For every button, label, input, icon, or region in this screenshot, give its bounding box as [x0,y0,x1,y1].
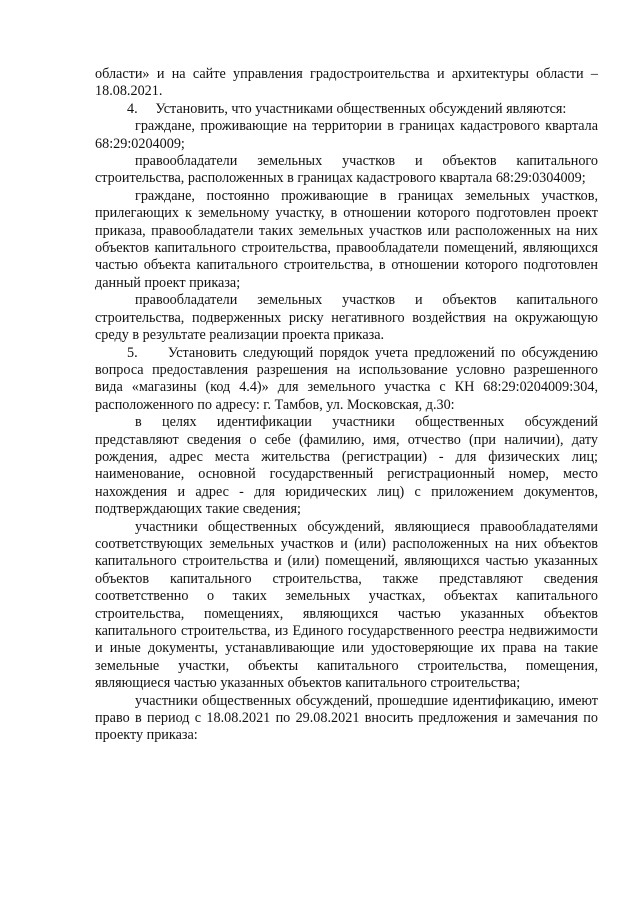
paragraph-item-4: 4. Установить, что участниками общественных обсуждений являются: [127,100,567,117]
paragraph-identification: в целях идентификации участники общественных обсуждений представляют сведения о себе (фамилию, имя, отчество (при наличии), дату рождения, адрес места жительства (регистрации) - для физических лиц; наименование, основной государственный регистрационный номер, место нахождения и адрес - для юридических лиц) с приложением документов, подтверждающих такие сведения; [95,414,598,518]
paragraph-continuation: области» и на сайте управления градостроительства и архитектуры области – 18.08.2021. [95,66,598,100]
paragraph-risk-rightholders: правообладатели земельных участков и объектов капитального строительства, подверженных риску негативного воздействия на окружающую среду в результате реализации проекта приказа. [95,292,598,344]
paragraph-proposal-period: участники общественных обсуждений, прошедшие идентификацию, имеют право в период с 18.08.2021 по 29.08.2021 вносить предложения и замечания по проекту приказа: [95,692,598,744]
paragraph-item-5: 5. Установить следующий порядок учета предложений по обсуждению вопроса предоставления разрешения на использование условно разрешенного вида «магазины (код 4.4)» для земельного участка с КН 68:29:0204009:304, расположенного по адресу: г. Тамбов, ул. Московская, д.30: [95,344,598,413]
paragraph-residents: граждане, проживающие на территории в границах кадастрового квартала 68:29:0204009; [95,118,598,152]
document-body [95,66,598,745]
paragraph-rightholders-documents: участники общественных обсуждений, являющиеся правообладателями соответствующих земельных участков и (или) расположенных на них объектов капитального строительства и (или) помещений, являющихся частью указанных объектов капитального строительства, также представляют сведения соответственно о таких земельных участках, объектах капитального строительства, помещениях, являющихся частью указанных объектов капитального строительства, из Единого государственного реестра недвижимости и иные документы, устанавливающие или удостоверяющие их права на такие земельные участки, объекты капитального строительства, помещения, являющиеся частью указанных объектов капитального строительства; [95,518,598,692]
paragraph-adjacent-residents: граждане, постоянно проживающие в границах земельных участков, прилегающих к земельному участку, в отношении которого подготовлен проект приказа, правообладатели таких земельных участков или расположенных на них объектов капитального строительства, правообладатели помещений, являющихся частью объекта капитального строительства, в отношении которого подготовлен данный проект приказа; [95,187,598,291]
paragraph-rightholders-quarter: правообладатели земельных участков и объектов капитального строительства, расположенных в границах кадастрового квартала 68:29:0304009; [95,153,598,187]
